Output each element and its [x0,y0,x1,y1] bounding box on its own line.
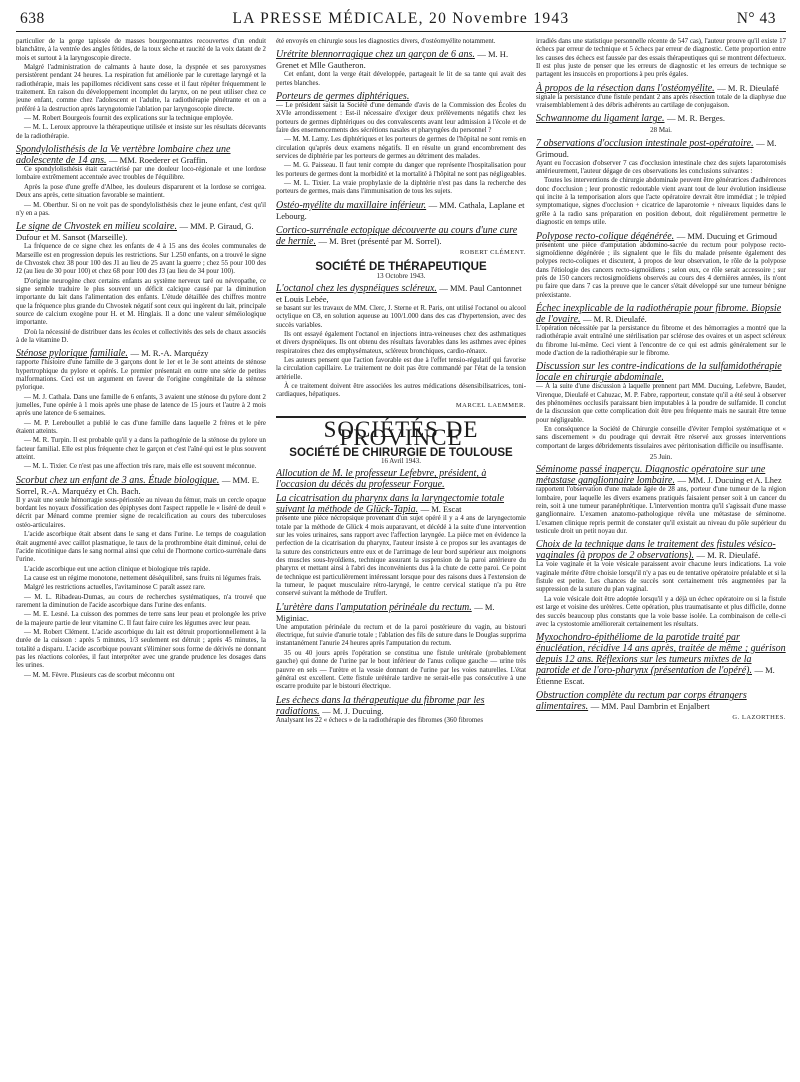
article-authors: — M. H. Grenet et Mlle Gautheron. [276,49,509,71]
article-title-text: Cortico-surrénale ectopique découverte au cours d'une cure de hernie. [276,224,518,247]
article-authors: — M. Grimoud. [536,137,777,159]
article-title [536,303,786,325]
paragraph: présente une pièce nécropsique provenant d'un sujet opéré il y a 4 ans de laryngectomie totale par la méthode de Glück 4 mois auparavant, et décédé à la suite d'une intervention sur les voies urinaires, sans rapport avec l'affection laryngée. La pièce met en évidence la perfection de la cicatrisation du pharynx, l'auteur insiste à ce propos sur les avantages de la suture des constricteurs entre eux et de l'arrimage de leur bord supérieur aux moignons des muscles sous-hyoïdiens, technique assurant la suspension de la paroi antérieure du pharynx et mettant ainsi à l'abri des inconvénients dus à la chute de cette paroi. Ce point de technique est particulièrement intéressant lorsque pour des raisons dues à l'extension de la tumeur, le paquet musculaire rétro-laryngé, le centre cervical statique n'a pu être conservé suivant la méthode de Truffert. [276,515,526,598]
article-title [16,348,266,359]
article-title [536,632,786,687]
discussion-paragraph: — M. J. Cathala. Dans une famille de 6 enfants, 3 avaient une sténose du pylore dont 2 jumelles, l'une opérée à 1 mois après une phase de latence de 15 jours et l'autre à 2 mois après une latence de 6 semaines. [16,393,266,418]
paragraph: Ce spondylolisthésis était caractérisé par une douleur loco-régionale et une lordose lombaire extrêmement accentuée avec troubles de l'équilibre. [16,166,266,182]
article-title-text: Polypose recto-colique dégénérée. [536,230,675,242]
discussion-paragraph: — M. Robert Bourgeois fournit des explications sur la technique employée. [24,115,233,123]
discussion-paragraph: — M. L. Leroux approuve la thérapeutique utilisée et insiste sur les résultats décevants de la radiothérapie. [16,124,266,140]
article-authors: — MM. Paul Cantonnet et Louis Lebée, [276,282,522,304]
article-title [536,231,786,242]
article-authors: — M. R. Dieulafé. [583,313,647,324]
paragraph: D'origine neurogène chez certains enfants au système nerveux taré ou névropathe, ce signe semble traduire le plus souvent un déficit calcique causé par la diminution importante du lait dans l'alimentation des enfants. L'étude détaillée des chiffres montre que la fréquence plus grande du Chvostek négatif sont ceux qui ingèrent du lait, principale source de calcium exogène pour H. et M. Hinglais. Il a donc une valeur séméiologique importante. [16,277,266,327]
paragraph: Malgré les restrictions actuelles, l'avitaminose C paraît assez rare. [24,584,206,592]
running-header [16,8,786,28]
article-authors: — M. Étienne Escat. [536,665,775,687]
paragraph: 35 ou 40 jours après l'opération se constitua une fistule urétérale (probablement gauche) qui donne de l'urine par le bout inférieur de l'anus colique gauche — urine très pauvre en sels — l'urètre et la vessie donnant de l'urine par les voies naturelles. L'état général est excellent. Cette fistule urétérale tardive ne serait-elle pas consécutive à une escarre produite par le bistouri électrique. [276,649,526,691]
paragraph: se basant sur les travaux de MM. Clerc, J. Sterne et R. Paris, ont utilisé l'octanol ou alcool octylique en C8, en solution aqueuse au 100/1.000 dans des cas d'hypertension, avec des succès variables. [276,304,526,329]
paragraph: D'où la nécessité de distribuer dans les écoles et collectivités des sels de chaux associés à de la vitamine D. [16,328,266,344]
discussion-paragraph: — M. M. Fèvre. Plusieurs cas de scorbut méconnu ont [24,671,175,679]
discussion-paragraph: — M. G. Paisseau. Il faut tenir compte du danger que représente l'hospitalisation pour les porteurs de germes dont la morbidité et la mortalité à l'hôpital ne sont pas négligeables. [276,162,526,178]
article-title-text: Schwannome du ligament large. [536,113,665,125]
article-authors: — M. J. Ducuing. [322,705,384,716]
issue-number: N° 43 [736,10,776,27]
column-1 [16,38,266,1068]
article-title [276,200,526,222]
article-authors: — MM. Ducuing et Grimoud [676,230,778,241]
article-title [16,221,266,243]
article-title-text: Allocution de M. le professeur Lefebvre, président, à l'occasion du décès du professeur Forgue. [276,468,487,491]
paragraph: rapporte l'histoire d'une famille de 3 garçons dont le 1er et le 3e sont atteints de sténose hypertrophique du pylore et opérés. Le premier présentait en outre une série de petites malformations. Ceci est un argument en faveur de l'origine congénitale de la sténose pylorique. [16,359,266,392]
article-title-text: Spondylolisthésis de la Ve vertèbre lombaire chez une adolescente de 14 ans. [16,144,231,167]
paragraph: été envoyés en chirurgie sous les diagnostics divers, d'ostéomyélite notamment. [276,38,496,45]
article-title [536,83,786,94]
article-title-text: Les échecs dans la thérapeutique du fibrome par les radiations. [276,694,485,717]
section-date: 16 Avril 1943. [380,457,422,465]
section-title: SOCIÉTÉ DE THÉRAPEUTIQUE [315,261,487,274]
article-title [276,283,526,305]
article-title-text: Séminome passé inaperçu. Diagnostic opératoire sur une métastase ganglionnaire lombaire. [536,464,766,487]
article-authors: — M. Escat [420,504,462,515]
paragraph: Malgré l'administration de calmants à haute dose, la dyspnée et ses paroxysmes persistèrent pendant 24 heures. La respiration fut améliorée par le curettage laryngé et la radiothérapie, mais les papillomes récidivent sans cesse et il faut répéter fréquemment le traitement. En raison du développement incomplet du larynx, on ne peut utiliser chez ce jeune enfant, comme chez l'adolescent et l'adulte, la radiothérapie pénétrante et on a préféré à la destruction après laryngotomie l'ablation par laryngoscopie directe. [16,64,266,113]
journal-title: LA PRESSE MÉDICALE, 20 Novembre 1943 [232,10,570,27]
article-title-text: Échec inexplicable de la radiothérapie pour fibrome. Biopsie de l'ovaire. [536,302,782,325]
article-title [276,91,526,102]
paragraph: Une amputation périnéale du rectum et de la paroi postérieure du vagin, au bistouri électrique, fut suivie d'anurie totale ; l'ablation des fils de suture dans le Douglas supprima instantanément l'anurie 24 heures après l'amputation du rectum. [276,623,526,648]
signature: MARCEL LAEMMER. [455,401,526,409]
page-number: 638 [20,10,45,27]
meeting-date: 28 Mai. [650,126,672,135]
article-title [276,695,526,717]
paragraph: La fréquence de ce signe chez les enfants de 4 à 15 ans des écoles communales de Marseille est en progression depuis les restrictions. Sur 1.250 enfants, on a trouvé le signe de Chvostek chez 38 pour 100 des J1 au lieu de 25 avant la guerre ; chez 55 pour 100 des J2 (au lieu de 30 pour 100) et chez 68 pour 100 des J3 (au lieu de 34 pour 100). [16,243,266,276]
article-title [276,602,526,624]
section-title: SOCIÉTÉ DE CHIRURGIE DE TOULOUSE [289,446,513,459]
discussion-paragraph: — M. E. Lesné. La cuisson des pommes de terre sans leur peau et prolongée les prive de la majeure partie de leur vitamine C. Il faut faire cuire les légumes avec leur peau. [16,611,266,627]
discussion-paragraph: — M. L. Ribadeau-Dumas, au cours de recherches systématiques, n'a trouvé que rarement la diminution de l'acide ascorbique dans l'urine des enfants. [16,593,266,609]
paragraph: particulier de la gorge tapissée de masses bourgeonnantes recouvertes d'un enduit blanchâtre, à la ventrée des angles fétides, de la toux sèche et raucité de la voix datant de 2 mois et surtout à la laryngoscopie directe. [16,38,266,62]
paragraph: — Le président saisit la Société d'une demande d'avis de la Commission des Écoles du XVIe arrondissement : Est-il nécessaire d'exiger deux prélèvements négatifs chez les porteurs de germes diphtériques ou des convalescents avant leur admission à l'école et de faire des ensemencements des sécrétions nasales et pharyngées du personnel ? [276,102,526,135]
paragraph: La cause est un régime monotone, nettement déséquilibré, sans fruits ni légumes frais. [24,574,262,582]
article-title-text: Myxochondro-épithéliome de la parotide traité par énucléation, récidive 14 ans après, traitée de même ; guérison depuis 12 ans. Réflexions sur les tumeurs mixtes de la parotide et de l'oro-pharynx (présentation de l'opéré). [536,632,786,677]
article-title-text: Discussion sur les contre-indications de la sulfamidothérapie locale en chirurgie abdominale. [536,361,782,384]
article-title [16,475,266,497]
paragraph: L'acide ascorbique eut une action clinique et biologique très rapide. [24,565,211,573]
article-authors: — MM. J. Ducuing et A. Lhez [677,475,782,486]
text-columns [16,38,786,1068]
article-title [536,464,786,486]
paragraph: La voie vaginale et la voie vésicale paraissent avoir chacune leurs indications. La voie vaginale mérite d'être choisie lorsqu'il n'y a pas eu de tentative opératoire préalable et si la fistule est petite. Les chances de succès sont certainement très augmentées par la suppression de la suture du plan vaginal. [536,561,786,594]
article-title [276,49,526,71]
discussion-paragraph: — M. R. Turpin. Il est probable qu'il y a dans la pathogénie de la sténose du pylore un facteur familial. Elle est plus fréquente chez le garçon et c'est l'aîné qui est le plus souvent atteint. [16,437,266,462]
signature: G. LAZORTHES. [732,714,786,722]
signature: ROBERT CLÉMENT. [459,248,526,256]
article-title [276,468,526,490]
article-authors: — M. R. Dieulafé [717,82,779,93]
article-authors: — M. Miginiac. [276,601,495,623]
paragraph: Toutes les interventions de chirurgie abdominale peuvent être génératrices d'adhérences donc d'occlusion ; leur pronostic redoutable vient avant tout de leur évolution insidieuse qui incite à la temporisation alors que l'acte opératoire devrait être immédiat ; le trépied symptomatique, signes d'occlusion + cicatrice de laparotomie + niveaux liquides dans le grêle à la radio sans préparation en position debout, doit régulièrement permettre le diagnostic en temps utile. [536,177,786,227]
article-authors: — M. R. Dieulafé. [696,550,761,561]
paragraph: irradiés dans une statistique personnelle récente de 547 cas), l'auteur prouve qu'il existe 17 échecs par erreur de technique et 5 échecs par erreur de diagnostic. Cette proportion entre les causes des échecs est faussée par des essais thérapeutiques qui se montrent défectueux. Il est plus juste de penser que les erreurs de diagnostic et les erreurs de technique se partagent les insuccès en proportions à peu près égales. [536,38,786,79]
header-rule [16,31,786,32]
article-title [536,113,786,124]
article-authors: — MM. P. Giraud, G. Dufour et M. Sansot (Marseille). [16,221,254,243]
article-authors: — M. R.-A. Marquézy [130,348,209,359]
paragraph: — À la suite d'une discussion à laquelle prennent part MM. Ducuing, Lefebvre, Baudet, Virenque, Dieulafé et Cahuzac, M. P. Fabre, rapporteur, constate qu'il a été seul à observer des phénomènes occlusifs paraissant bien imputables à la poudre de sulfamide. Il conclut de la discussion que cette complication doit être peu fréquente mais ne saurait être tenue pour négligeable. [536,383,786,424]
paragraph: Après la pose d'une greffe d'Albee, les douleurs disparurent et la lordose se corrigea. Deux ans après, cette situation favorable se maintient. [16,183,266,200]
paragraph: présentent une pièce d'amputation abdomino-sacrée du rectum pour polypose recto-sigmoïdienne dégénérée ; ils signalent que le fils du malade présente également des polypes recto-coliques et discutent, à propos de leur observation, le rôle de la polypose dans l'étiologie des cancers recto-sigmoïdiens ; selon eux, ce rôle serait accessoire ; sur près de 150 cancers rectosigmoïdiens observés au cours des 4 dernières années, ils n'ont pu faire que dans 7 cas la preuve que le cancer s'était développé sur une tumeur bénigne préexistante. [536,241,786,299]
article-title-text: À propos de la résection dans l'ostéomyélite. [536,82,715,94]
article-authors: — MM. Paul Dambrin et Enjalbert [590,701,710,712]
paragraph: L'acide ascorbique était absent dans le sang et dans l'urine. Le temps de coagulation était augmenté avec caillot plasmatique, le taux de la prothrombine était diminué, celui de l'acide nicotinique dans le sang normal ainsi que celui de l'hormone cortico-surrénale dans l'urine. [16,531,266,564]
article-title-text: Ostéo-myélite du maxillaire inférieur. [276,199,427,211]
paragraph: L'opération nécessitée par la persistance du fibrome et des hémorragies a montré que la radiothérapie avait entraîné une stérilisation par sclérose des ovaires et un aspect scléreux du fibrome lui-même. Ceci vient à l'encontre de ce qui est admis généralement sur le mode d'action de la radiothérapie sur le fibrome. [536,324,786,357]
paragraph: En conséquence la Société de Chirurgie conseille d'éviter l'emploi systématique et « sans discernement » du poudrage qui devrait être réservé aux grosses interventions comportant de larges débridements tissulaires avec péritonisation difficile ou insuffisante. [536,426,786,450]
article-title-text: Sténose pylorique familiale. [16,348,128,360]
discussion-paragraph: — M. L. Tixier. Ce n'est pas une affection très rare, mais elle est souvent méconnue. [24,463,257,471]
article-title [16,144,266,166]
meeting-date: 25 Juin. [649,453,673,462]
column-3 [536,38,786,1068]
discussion-paragraph: — M. L. Tixier. La vraie prophylaxie de la diphtérie n'est pas dans la recherche des porteurs de germes, mais dans l'immunisation de tous les sujets. [276,180,526,196]
discussion-paragraph: — M. M. Lamy. Les diphtériques et les porteurs de germes de l'hôpital ne sont remis en circulation qu'après deux examens négatifs. Il en résulte un grand encombrement des services de diphtérie par les porteurs de germes au détriment des malades. [276,136,526,161]
article-title [276,493,526,515]
article-title [536,690,786,712]
column-2 [276,38,526,1068]
paragraph: Cet enfant, dont la verge était développée, partageait le lit de sa tante qui avait des pertes blanches. [276,71,526,87]
article-title-text: Porteurs de germes diphtériques. [276,91,410,103]
section-date: 13 Octobre 1943. [376,271,426,280]
article-title [536,361,786,383]
discussion-paragraph: — M. Robert Clément. L'acide ascorbique du lait est détruit proportionnellement à la durée de la cuisson : après 5 minutes, 1/3 seulement est détruit ; après 45 minutes, la totalité a disparu. L'acide ascorbique pouvant s'éliminer sous forme de dérivés ne donnant pas les réactions colorées, il faut interpréter avec une grande prudence les dosages dans les urines. [16,628,266,670]
paragraph: rapportent l'observation d'une malade âgée de 28 ans, porteur d'une tumeur de la région lombaire, pour laquelle les divers examens pratiqués faisaient penser soit à un cancer du rein, soit à une tumeur paranéphrétique. L'intervention montra qu'il s'agissait d'une masse ganglionnaire. L'examen anatomo-pathologique révéla une métastase de séminome. L'examen clinique repris permit de constater qu'il existait au niveau du pôle supérieur du testicule droit un petit noyau dur. [536,486,786,536]
paragraph: Analysant les 22 « échecs » de la radiothérapie des fibromes (360 fibromes [276,716,484,724]
paragraph: Ayant eu l'occasion d'observer 7 cas d'occlusion intestinale chez des sujets laparotomisés antérieurement, l'auteur dégage de ces observations les conclusions suivantes : [536,159,786,176]
article-title-text: Urétrite blennorragique chez un garçon de 6 ans. [276,49,475,61]
article-authors: — M. Bret (présenté par M. Sorrel). [318,235,442,246]
paragraph: Ils ont essayé également l'octanol en injections intra-veineuses chez des asthmatiques et divers dyspnéiques. Ils ont obtenu des résultats favorables dans les asthmes avec épines respiratoires chez des emphysémateux, scléreux bronchiques, cardio-rénaux. [276,330,526,355]
article-authors: — MM. Cathala, Laplane et Lebourg. [276,199,525,221]
article-title-text: Le signe de Chvostek en milieu scolaire. [16,221,177,233]
paragraph: Il y avait une seule hémorragie sous-périostée au niveau du fémur, mais un cercle opaque bordant les noyaux d'ossification des épiphyses dont l'aspect rappelle le « liséré de deuil » décrit par Ménard comme premier signe de recalcification au cours des tuberculoses ostéo-articulaires. [16,496,266,529]
article-title-text: 7 observations d'occlusion intestinale post-opératoire. [536,137,754,149]
article-title-text: L'urètère dans l'amputation périnéale du rectum. [276,601,472,613]
article-title [276,225,526,247]
article-title-text: L'octanol chez les dyspnéiques scléreux. [276,282,437,294]
article-title-text: Choix de la technique dans le traitement des fistules vésico-vaginales (à propos de 2 observations). [536,539,776,562]
article-title-text: La cicatrisation du pharynx dans la laryngectomie totale suivant la méthode de Glück-Tapia. [276,493,505,516]
paragraph: À ce traitement doivent être associées les autres médications désensibilisatrices, toni-cardiaques, hépatiques. [276,382,526,399]
article-title-text: Obstruction complète du rectum par corps étrangers alimentaires. [536,690,747,713]
discussion-paragraph: — M. Oberthur. Si on ne voit pas de spondylolisthésis chez le jeune enfant, c'est qu'il n'y en a pas. [16,201,266,217]
article-authors: — M. R. Berges. [667,113,725,124]
section-heading: SOCIÉTÉS DE PROVINCE [323,416,479,451]
paragraph: signale la persistance d'une fistule pendant 2 ans après résection totale de la diaphyse due vraisemblablement à des débris adhérents au cartilage de conjugaison. [536,93,786,110]
article-title [536,138,786,160]
article-title-text: Scorbut chez un enfant de 3 ans. Étude biologique. [16,474,220,486]
paragraph: La voie vésicale doit être adoptée lorsqu'il y a déjà un échec opératoire ou si la fistule est large et voisine des urètères. Cette opération, plus traumatisante et plus difficile, donne des succès beaucoup plus constants que la voie basse isolée. La combinaison de celle-ci avec la cystostomie améliorerait certainement les résultats. [536,595,786,628]
discussion-paragraph: — M. P. Lereboullet a publié le cas d'une famille dans laquelle 2 frères et le père étaient atteints. [16,419,266,436]
paragraph: Les auteurs pensent que l'action favorable est due à l'effet tensio-régulatif qui favorise la circulation capillaire. Le traitement ne doit pas être commandé par l'état de la tension artérielle. [276,356,526,381]
article-authors: — MM. E. Sorrel, R.-A. Marquézy et Ch. Bach. [16,474,260,496]
article-authors: — MM. Roederer et Graffin. [109,155,208,166]
article-title [536,539,786,561]
